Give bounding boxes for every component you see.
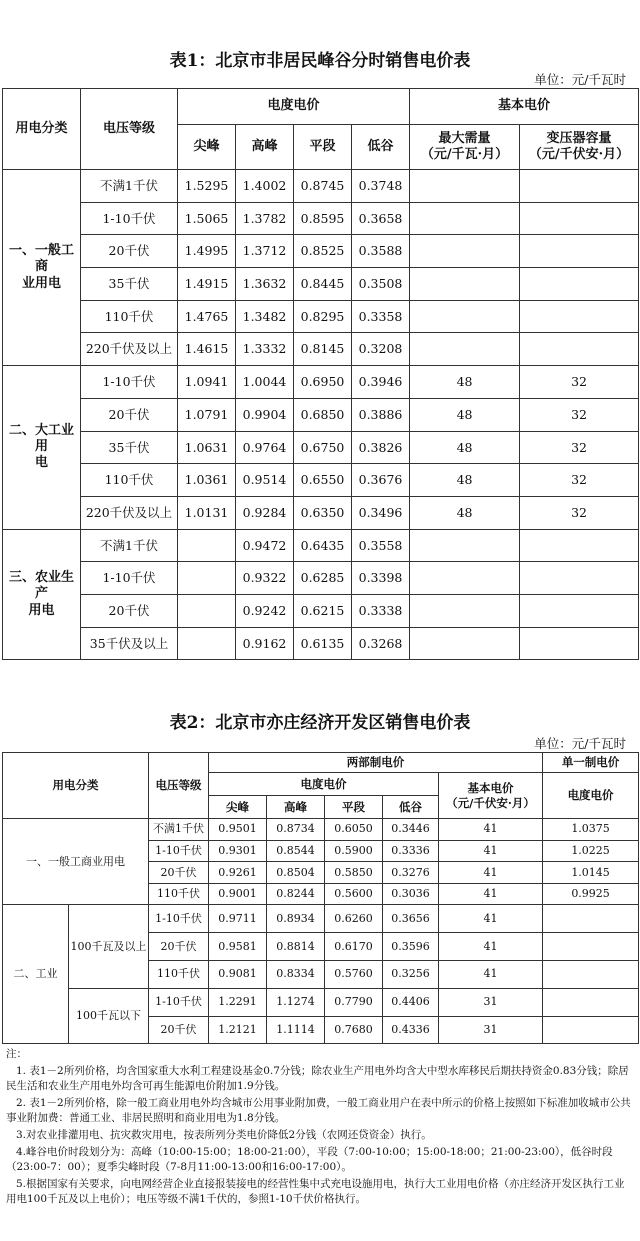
t1-cell-demand [410,170,520,203]
t1-cell-high: 0.9472 [236,529,294,562]
t1-cell-peak [178,627,236,660]
t1-cell-valley: 0.3208 [352,333,410,366]
t1-cell-demand [410,235,520,268]
t1-cell-peak: 1.0131 [178,496,236,529]
table2-unit: 单位：元/千瓦时 [534,736,626,751]
t2-cell-valley: 0.3256 [383,960,439,988]
t2-cell-single: 0.9925 [543,883,639,905]
t2-cell-valley: 0.4336 [383,1016,439,1044]
t1-cell-valley: 0.3886 [352,398,410,431]
t1-cell-peak: 1.4995 [178,235,236,268]
t1-cell-voltage: 220千伏及以上 [81,333,178,366]
t2-row [3,819,639,841]
t2-header-valley: 低谷 [383,796,439,819]
t1-cell-peak [178,594,236,627]
t1-cell-flat: 0.6285 [294,562,352,595]
t1-row [3,202,639,235]
t1-row [3,627,639,660]
t1-cell-high: 0.9904 [236,398,294,431]
t1-cell-demand [410,627,520,660]
t1-row [3,431,639,464]
t1-row [3,594,639,627]
t1-cell-peak: 1.4915 [178,268,236,301]
t1-cell-voltage: 220千伏及以上 [81,496,178,529]
t1-cell-voltage: 不满1千伏 [81,170,178,203]
t2-cell-basic: 41 [439,819,543,841]
notes-heading: 注： [6,1048,27,1060]
t1-cell-valley: 0.3358 [352,300,410,333]
t1-cell-voltage: 20千伏 [81,398,178,431]
t2-cell-high: 1.1114 [267,1016,325,1044]
t1-row [3,496,639,529]
t2-cell-voltage: 不满1千伏 [149,819,209,841]
t1-cell-high: 0.9242 [236,594,294,627]
t2-cell-high: 0.8934 [267,905,325,933]
t1-cell-capacity [520,268,639,301]
t1-cell-flat: 0.8295 [294,300,352,333]
t1-cell-flat: 0.6950 [294,366,352,399]
t1-cell-flat: 0.8745 [294,170,352,203]
t2-cell-flat: 0.5600 [325,883,383,905]
t1-group-label: 三、农业生产 用电 [3,529,81,660]
t2-cell-valley: 0.3336 [383,840,439,862]
t1-cell-voltage: 不满1千伏 [81,529,178,562]
t1-cell-demand [410,562,520,595]
t1-cell-valley: 0.3398 [352,562,410,595]
t1-header-category: 用电分类 [3,89,81,170]
t2-cell-valley: 0.4406 [383,988,439,1016]
t2-header-single-energy: 电度电价 [543,773,639,819]
note-item: 1. 表1－2所列价格，均含国家重大水利工程建设基金0.7分钱；除农业生产用电外均含大中型水库移民后期扶持资金0.83分钱；除居民生活和农业生产用电外均含可再生能源电价附加1.9分钱。 [6,1065,629,1092]
t1-cell-voltage: 1-10千伏 [81,366,178,399]
t1-cell-demand: 48 [410,464,520,497]
t1-cell-peak: 1.4615 [178,333,236,366]
t1-group-label: 一、一般工商 业用电 [3,170,81,366]
t2-cell-basic: 41 [439,883,543,905]
t1-cell-capacity: 32 [520,398,639,431]
t2-cell-peak: 0.9001 [209,883,267,905]
t1-cell-valley: 0.3748 [352,170,410,203]
t2-cell-valley: 0.3656 [383,905,439,933]
t1-cell-valley: 0.3588 [352,235,410,268]
t1-cell-valley: 0.3508 [352,268,410,301]
t1-cell-peak: 1.0631 [178,431,236,464]
t1-cell-demand: 48 [410,431,520,464]
t1-cell-capacity [520,300,639,333]
t1-cell-high: 0.9284 [236,496,294,529]
t1-cell-valley: 0.3676 [352,464,410,497]
t2-cell-single [543,905,639,933]
t2-cell-high: 0.8814 [267,933,325,961]
t1-cell-valley: 0.3946 [352,366,410,399]
t1-cell-demand [410,333,520,366]
t2-cell-voltage: 1-10千伏 [149,905,209,933]
t1-cell-flat: 0.6435 [294,529,352,562]
t2-header-voltage: 电压等级 [149,753,209,819]
t1-header-energy-price: 电度电价 [178,89,410,125]
t2-cell-flat: 0.7680 [325,1016,383,1044]
t1-row [3,300,639,333]
t2-cell-peak: 1.2121 [209,1016,267,1044]
t2-cell-high: 0.8734 [267,819,325,841]
t1-header-max-demand: 最大需量 （元/千瓦·月） [410,125,520,170]
note-item: 5.根据国家有关要求，向电网经营企业直接报装接电的经营性集中式充电设施用电，执行大工业用电价格（亦庄经济开发区执行工业用电100千瓦及以上电价）；电压等级不满1千伏的，参照1-10千伏价格执行。 [6,1178,625,1205]
t1-cell-flat: 0.8445 [294,268,352,301]
t2-cell-flat: 0.5760 [325,960,383,988]
t2-cell-voltage: 110千伏 [149,960,209,988]
t1-header-high: 高峰 [236,125,294,170]
t2-cell-valley: 0.3276 [383,862,439,884]
t1-cell-flat: 0.6135 [294,627,352,660]
t1-cell-capacity [520,594,639,627]
t1-cell-capacity [520,562,639,595]
t1-cell-capacity [520,529,639,562]
t2-cell-flat: 0.5900 [325,840,383,862]
t2-cell-flat: 0.6260 [325,905,383,933]
t1-cell-high: 1.4002 [236,170,294,203]
t2-cell-single [543,1016,639,1044]
table1 [2,88,639,660]
t1-cell-capacity [520,202,639,235]
t2-cell-single: 1.0375 [543,819,639,841]
t2-cell-voltage: 110千伏 [149,883,209,905]
t1-cell-capacity: 32 [520,366,639,399]
t1-cell-valley: 0.3658 [352,202,410,235]
table2-title: 表2：北京市亦庄经济开发区销售电价表 [169,713,471,733]
t1-cell-voltage: 1-10千伏 [81,202,178,235]
t2-cell-peak: 0.9301 [209,840,267,862]
t2-cell-basic: 41 [439,960,543,988]
t2-cell-high: 0.8544 [267,840,325,862]
t2-header-basic: 基本电价 （元/千伏安·月） [439,773,543,819]
notes [6,1047,634,1209]
t1-cell-flat: 0.6550 [294,464,352,497]
t2-cell-peak: 0.9581 [209,933,267,961]
t1-cell-voltage: 20千伏 [81,594,178,627]
t1-cell-high: 0.9514 [236,464,294,497]
t1-cell-voltage: 110千伏 [81,300,178,333]
t2-cell-valley: 0.3596 [383,933,439,961]
t1-cell-capacity: 32 [520,464,639,497]
t1-cell-high: 0.9322 [236,562,294,595]
t2-cell-basic: 41 [439,862,543,884]
t2-header-flat: 平段 [325,796,383,819]
t2-header-single: 单一制电价 [543,753,639,773]
t2-cell-basic: 31 [439,988,543,1016]
t2-cell-peak: 0.9501 [209,819,267,841]
t1-cell-high: 0.9162 [236,627,294,660]
t1-cell-voltage: 110千伏 [81,464,178,497]
t2-cell-voltage: 1-10千伏 [149,988,209,1016]
t1-cell-flat: 0.6350 [294,496,352,529]
t1-cell-valley: 0.3338 [352,594,410,627]
t2-cell-peak: 0.9081 [209,960,267,988]
t2-industry-label: 二、工业 [3,905,69,1044]
t1-cell-flat: 0.6215 [294,594,352,627]
t2-header-peak: 尖峰 [209,796,267,819]
t2-cell-voltage: 20千伏 [149,1016,209,1044]
t2-subgroup-label: 100千瓦及以上 [69,905,149,988]
t2-header-high: 高峰 [267,796,325,819]
t1-row [3,464,639,497]
t1-cell-peak: 1.5295 [178,170,236,203]
t2-row [3,988,639,1016]
t1-cell-capacity [520,235,639,268]
t2-cell-single [543,960,639,988]
note-item: 2. 表1－2所列价格，除一般工商业用电外均含城市公用事业附加费，一般工商业用户在表中所示的价格上按照如下标准加收城市公共事业附加费：普通工业、非居民照明和商业用电为1.8分钱。 [6,1097,631,1124]
t1-cell-valley: 0.3826 [352,431,410,464]
t2-cell-flat: 0.7790 [325,988,383,1016]
t1-header-peak: 尖峰 [178,125,236,170]
t1-cell-high: 0.9764 [236,431,294,464]
t1-cell-demand: 48 [410,366,520,399]
t2-cell-single: 1.0225 [543,840,639,862]
t1-cell-demand [410,268,520,301]
t1-cell-high: 1.3782 [236,202,294,235]
t2-cell-basic: 41 [439,933,543,961]
t1-header-basic-price: 基本电价 [410,89,639,125]
t1-cell-capacity: 32 [520,431,639,464]
t2-cell-single [543,933,639,961]
t2-row [3,905,639,933]
t1-row [3,170,639,203]
t1-header-valley: 低谷 [352,125,410,170]
t1-cell-voltage: 35千伏 [81,268,178,301]
t2-cell-valley: 0.3036 [383,883,439,905]
t2-cell-high: 0.8244 [267,883,325,905]
t1-row [3,333,639,366]
t2-cell-voltage: 20千伏 [149,862,209,884]
t1-cell-demand [410,202,520,235]
t2-cell-single [543,988,639,1016]
t1-header-voltage: 电压等级 [81,89,178,170]
t2-cell-peak: 0.9261 [209,862,267,884]
table2 [2,752,639,1044]
t1-cell-capacity [520,627,639,660]
t1-cell-capacity [520,170,639,203]
t1-header-capacity: 变压器容量 （元/千伏安·月） [520,125,639,170]
t2-cell-high: 0.8504 [267,862,325,884]
t1-cell-capacity: 32 [520,496,639,529]
t2-cell-peak: 1.2291 [209,988,267,1016]
t1-cell-demand [410,529,520,562]
t1-cell-valley: 0.3558 [352,529,410,562]
t2-cell-voltage: 20千伏 [149,933,209,961]
t1-cell-peak: 1.0941 [178,366,236,399]
t1-cell-valley: 0.3496 [352,496,410,529]
table1-title: 表1：北京市非居民峰谷分时销售电价表 [169,51,471,71]
t1-cell-voltage: 20千伏 [81,235,178,268]
t1-cell-high: 1.3332 [236,333,294,366]
t1-row [3,235,639,268]
t1-cell-peak [178,529,236,562]
t1-row [3,398,639,431]
t2-cell-high: 0.8334 [267,960,325,988]
t1-row [3,529,639,562]
t1-cell-flat: 0.8525 [294,235,352,268]
t1-cell-voltage: 35千伏及以上 [81,627,178,660]
t1-cell-high: 1.0044 [236,366,294,399]
t2-cell-basic: 41 [439,905,543,933]
t1-row [3,268,639,301]
t1-cell-high: 1.3712 [236,235,294,268]
t2-subgroup-label: 100千瓦以下 [69,988,149,1044]
t2-header-category: 用电分类 [3,753,149,819]
t1-cell-flat: 0.6850 [294,398,352,431]
t1-cell-high: 1.3632 [236,268,294,301]
t2-header-energy-price: 电度电价 [209,773,439,796]
t1-row [3,366,639,399]
t2-cell-basic: 31 [439,1016,543,1044]
t1-cell-demand: 48 [410,398,520,431]
t1-cell-capacity [520,333,639,366]
t1-cell-peak: 1.5065 [178,202,236,235]
t1-cell-demand [410,300,520,333]
t1-header-flat: 平段 [294,125,352,170]
t1-cell-flat: 0.6750 [294,431,352,464]
t1-cell-demand [410,594,520,627]
t2-cell-peak: 0.9711 [209,905,267,933]
t2-cell-flat: 0.6050 [325,819,383,841]
t1-cell-flat: 0.8595 [294,202,352,235]
t1-cell-peak: 1.4765 [178,300,236,333]
t1-cell-peak: 1.0791 [178,398,236,431]
t1-cell-demand: 48 [410,496,520,529]
t1-cell-peak: 1.0361 [178,464,236,497]
t1-cell-high: 1.3482 [236,300,294,333]
t2-cell-valley: 0.3446 [383,819,439,841]
t1-cell-voltage: 35千伏 [81,431,178,464]
t1-cell-voltage: 1-10千伏 [81,562,178,595]
t1-group-label: 二、大工业用 电 [3,366,81,529]
t2-cell-basic: 41 [439,840,543,862]
t2-general-label: 一、一般工商业用电 [3,819,149,905]
t1-cell-peak [178,562,236,595]
t1-row [3,562,639,595]
t1-cell-valley: 0.3268 [352,627,410,660]
t2-cell-single: 1.0145 [543,862,639,884]
note-item: 4.峰谷电价时段划分为：高峰（10:00-15:00；18:00-21:00），平段（7:00-10:00；15:00-18:00；21:00-23:00），低谷时段（23:00-7：00）；夏季尖峰时段（7-8月11:00-13:00和16:00-17:00）。 [6,1146,613,1173]
table1-unit: 单位：元/千瓦时 [534,72,626,87]
t2-cell-voltage: 1-10千伏 [149,840,209,862]
t2-header-two-part: 两部制电价 [209,753,543,773]
note-item: 3.对农业排灌用电、抗灾救灾用电，按表所列分类电价降低2分钱（农网还贷资金）执行。 [16,1129,432,1141]
t2-cell-flat: 0.5850 [325,862,383,884]
t2-cell-high: 1.1274 [267,988,325,1016]
t2-cell-flat: 0.6170 [325,933,383,961]
t1-cell-flat: 0.8145 [294,333,352,366]
